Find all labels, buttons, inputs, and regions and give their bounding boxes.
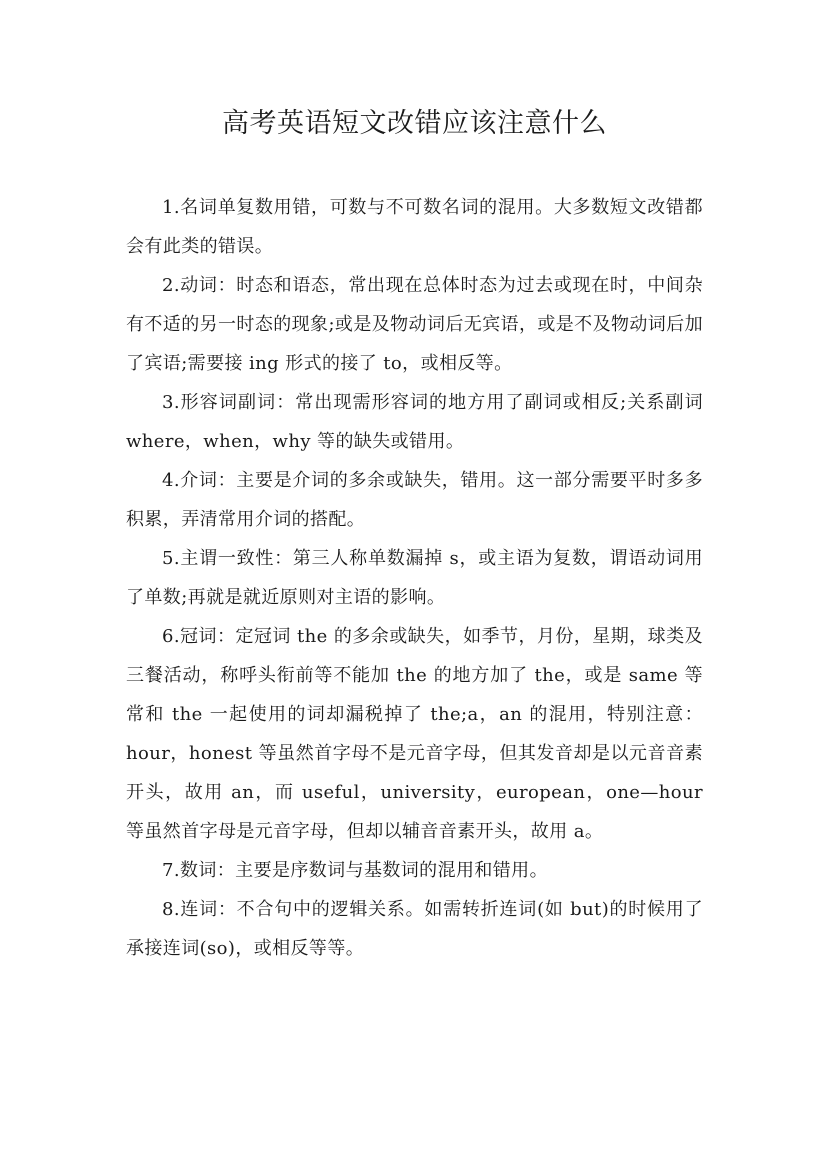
paragraph-nouns: 1.名词单复数用错，可数与不可数名词的混用。大多数短文改错都会有此类的错误。	[126, 197, 703, 257]
paragraph-numerals: 7.数词：主要是序数词与基数词的混用和错用。	[162, 860, 548, 881]
paragraph-articles: 6.冠词：定冠词 the 的多余或缺失，如季节，月份，星期，球类及三餐活动，称呼头衔前等不能加 the 的地方加了 the，或是 same 等常和 the 一起使用的词却漏税掉了 the;a，an 的混用，特别注意：hour，honest 等虽然首字母不是元音字母，但其发音却是以元音音素开头，故用 an，而 useful，university，european，one—hour 等虽然首字母是元音字母，但却以辅音音素开头，故用 a。	[126, 626, 703, 842]
paragraph-adjectives-adverbs: 3.形容词副词：常出现需形容词的地方用了副词或相反;关系副词 where，when，why 等的缺失或错用。	[126, 392, 703, 452]
document-body	[126, 188, 703, 968]
document-title: 高考英语短文改错应该注意什么	[222, 108, 607, 139]
paragraph-verbs: 2.动词：时态和语态，常出现在总体时态为过去或现在时，中间杂有不适的另一时态的现象;或是及物动词后无宾语，或是不及物动词后加了宾语;需要接 ing 形式的接了 to，或相反等。	[126, 275, 703, 374]
paragraph-subject-verb-agreement: 5.主谓一致性：第三人称单数漏掉 s，或主语为复数，谓语动词用了单数;再就是就近原则对主语的影响。	[126, 548, 703, 608]
paragraph-conjunctions: 8.连词：不合句中的逻辑关系。如需转折连词(如 but)的时候用了承接连词(so)，或相反等等。	[126, 899, 703, 959]
paragraph-prepositions: 4.介词：主要是介词的多余或缺失，错用。这一部分需要平时多多积累，弄清常用介词的搭配。	[126, 470, 703, 530]
